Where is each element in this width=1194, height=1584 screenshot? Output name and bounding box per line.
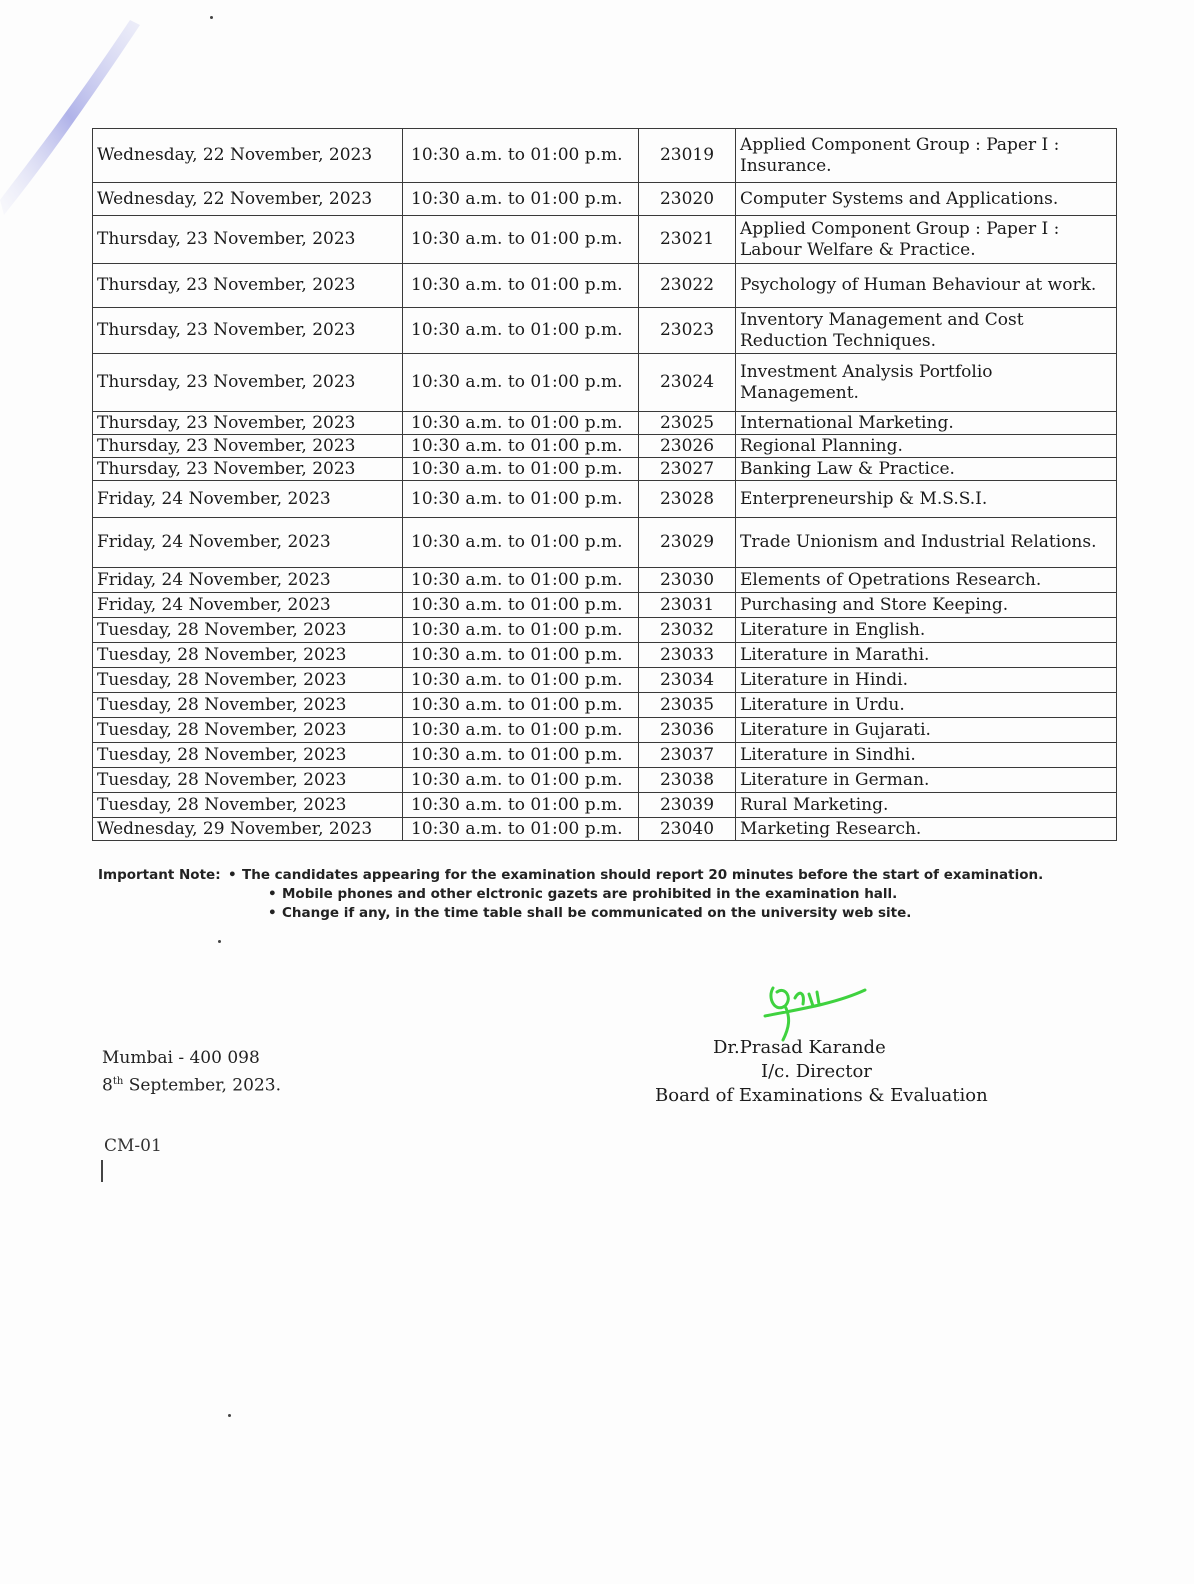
signatory-office: Board of Examinations & Evaluation xyxy=(655,1085,988,1106)
subject-name-cell: Literature in Marathi. xyxy=(736,643,1117,668)
signatory-name: Dr.Prasad Karande xyxy=(713,1037,886,1058)
exam-date-cell: Tuesday, 28 November, 2023 xyxy=(93,618,403,643)
note-item: The candidates appearing for the examination should report 20 minutes before the start of examination. xyxy=(242,867,1044,883)
table-row xyxy=(93,768,1117,793)
notes-label: Important Note: xyxy=(98,867,221,883)
table-row xyxy=(93,618,1117,643)
exam-time-cell: 10:30 a.m. to 01:00 p.m. xyxy=(403,643,639,668)
subject-code-cell: 23037 xyxy=(639,743,736,768)
exam-timetable xyxy=(92,128,1117,841)
subject-name-cell: International Marketing. xyxy=(736,412,1117,435)
exam-date-cell: Tuesday, 28 November, 2023 xyxy=(93,693,403,718)
subject-name-cell: Literature in Urdu. xyxy=(736,693,1117,718)
subject-code-cell: 23026 xyxy=(639,435,736,458)
bullet-icon: • xyxy=(268,905,277,921)
table-row xyxy=(93,643,1117,668)
table-row xyxy=(93,518,1117,568)
table-row xyxy=(93,693,1117,718)
subject-name-cell: Regional Planning. xyxy=(736,435,1117,458)
subject-name-cell: Inventory Management and Cost Reduction Techniques. xyxy=(736,308,1117,354)
place-text: Mumbai - 400 098 xyxy=(102,1048,260,1068)
exam-time-cell: 10:30 a.m. to 01:00 p.m. xyxy=(403,481,639,518)
exam-date-cell: Tuesday, 28 November, 2023 xyxy=(93,718,403,743)
exam-date-cell: Wednesday, 22 November, 2023 xyxy=(93,183,403,216)
subject-code-cell: 23022 xyxy=(639,264,736,308)
exam-time-cell: 10:30 a.m. to 01:00 p.m. xyxy=(403,129,639,183)
table-row xyxy=(93,308,1117,354)
exam-date-cell: Thursday, 23 November, 2023 xyxy=(93,435,403,458)
exam-time-cell: 10:30 a.m. to 01:00 p.m. xyxy=(403,593,639,618)
table-row xyxy=(93,481,1117,518)
signatory-block xyxy=(655,1036,995,1108)
subject-code-cell: 23020 xyxy=(639,183,736,216)
exam-time-cell: 10:30 a.m. to 01:00 p.m. xyxy=(403,412,639,435)
exam-date-cell: Thursday, 23 November, 2023 xyxy=(93,308,403,354)
bullet-icon: • xyxy=(228,867,237,883)
table-row xyxy=(93,412,1117,435)
document-code: CM-01 xyxy=(104,1136,162,1156)
subject-code-cell: 23027 xyxy=(639,458,736,481)
subject-name-cell: Purchasing and Store Keeping. xyxy=(736,593,1117,618)
subject-name-cell: Enterpreneurship & M.S.S.I. xyxy=(736,481,1117,518)
subject-code-cell: 23025 xyxy=(639,412,736,435)
exam-date-cell: Tuesday, 28 November, 2023 xyxy=(93,793,403,818)
exam-date-cell: Wednesday, 29 November, 2023 xyxy=(93,818,403,841)
table-row xyxy=(93,458,1117,481)
exam-time-cell: 10:30 a.m. to 01:00 p.m. xyxy=(403,354,639,412)
subject-code-cell: 23024 xyxy=(639,354,736,412)
subject-code-cell: 23039 xyxy=(639,793,736,818)
exam-time-cell: 10:30 a.m. to 01:00 p.m. xyxy=(403,693,639,718)
exam-time-cell: 10:30 a.m. to 01:00 p.m. xyxy=(403,568,639,593)
note-item: Change if any, in the time table shall be communicated on the university web site. xyxy=(282,905,912,921)
table-row xyxy=(93,718,1117,743)
exam-time-cell: 10:30 a.m. to 01:00 p.m. xyxy=(403,518,639,568)
table-row xyxy=(93,568,1117,593)
subject-code-cell: 23040 xyxy=(639,818,736,841)
exam-time-cell: 10:30 a.m. to 01:00 p.m. xyxy=(403,618,639,643)
subject-name-cell: Literature in English. xyxy=(736,618,1117,643)
subject-name-cell: Applied Component Group : Paper I : Insurance. xyxy=(736,129,1117,183)
exam-date-cell: Tuesday, 28 November, 2023 xyxy=(93,643,403,668)
exam-time-cell: 10:30 a.m. to 01:00 p.m. xyxy=(403,435,639,458)
exam-time-cell: 10:30 a.m. to 01:00 p.m. xyxy=(403,216,639,264)
exam-date-cell: Tuesday, 28 November, 2023 xyxy=(93,768,403,793)
subject-code-cell: 23021 xyxy=(639,216,736,264)
exam-date-cell: Thursday, 23 November, 2023 xyxy=(93,412,403,435)
subject-name-cell: Marketing Research. xyxy=(736,818,1117,841)
note-item: Mobile phones and other elctronic gazets are prohibited in the examination hall. xyxy=(282,886,898,902)
subject-name-cell: Literature in Hindi. xyxy=(736,668,1117,693)
table-row xyxy=(93,435,1117,458)
subject-name-cell: Literature in Gujarati. xyxy=(736,718,1117,743)
subject-code-cell: 23033 xyxy=(639,643,736,668)
subject-name-cell: Literature in German. xyxy=(736,768,1117,793)
exam-date-cell: Friday, 24 November, 2023 xyxy=(93,481,403,518)
exam-time-cell: 10:30 a.m. to 01:00 p.m. xyxy=(403,818,639,841)
table-row xyxy=(93,668,1117,693)
exam-date-cell: Thursday, 23 November, 2023 xyxy=(93,216,403,264)
bullet-icon: • xyxy=(268,886,277,902)
exam-date-cell: Friday, 24 November, 2023 xyxy=(93,518,403,568)
table-row xyxy=(93,264,1117,308)
exam-date-cell: Tuesday, 28 November, 2023 xyxy=(93,743,403,768)
subject-name-cell: Literature in Sindhi. xyxy=(736,743,1117,768)
subject-code-cell: 23028 xyxy=(639,481,736,518)
subject-code-cell: 23029 xyxy=(639,518,736,568)
exam-time-cell: 10:30 a.m. to 01:00 p.m. xyxy=(403,458,639,481)
subject-code-cell: 23036 xyxy=(639,718,736,743)
exam-date-cell: Friday, 24 November, 2023 xyxy=(93,593,403,618)
table-row xyxy=(93,354,1117,412)
exam-time-cell: 10:30 a.m. to 01:00 p.m. xyxy=(403,718,639,743)
subject-name-cell: Applied Component Group : Paper I : Labour Welfare & Practice. xyxy=(736,216,1117,264)
exam-time-cell: 10:30 a.m. to 01:00 p.m. xyxy=(403,264,639,308)
exam-date-cell: Thursday, 23 November, 2023 xyxy=(93,458,403,481)
exam-date-cell: Tuesday, 28 November, 2023 xyxy=(93,668,403,693)
margin-mark xyxy=(101,1160,103,1182)
subject-name-cell: Investment Analysis Portfolio Management. xyxy=(736,354,1117,412)
scan-speck xyxy=(218,940,221,943)
subject-code-cell: 23035 xyxy=(639,693,736,718)
scan-speck xyxy=(228,1414,231,1417)
exam-date-cell: Thursday, 23 November, 2023 xyxy=(93,264,403,308)
subject-code-cell: 23031 xyxy=(639,593,736,618)
table-row xyxy=(93,216,1117,264)
place-and-date xyxy=(102,1046,281,1098)
exam-time-cell: 10:30 a.m. to 01:00 p.m. xyxy=(403,793,639,818)
table-row xyxy=(93,183,1117,216)
table-row xyxy=(93,129,1117,183)
exam-time-cell: 10:30 a.m. to 01:00 p.m. xyxy=(403,668,639,693)
exam-date-cell: Thursday, 23 November, 2023 xyxy=(93,354,403,412)
scan-speck xyxy=(210,16,213,19)
important-notes xyxy=(98,866,1058,923)
table-row xyxy=(93,743,1117,768)
subject-code-cell: 23034 xyxy=(639,668,736,693)
subject-code-cell: 23019 xyxy=(639,129,736,183)
table-row xyxy=(93,593,1117,618)
subject-name-cell: Banking Law & Practice. xyxy=(736,458,1117,481)
table-row xyxy=(93,793,1117,818)
subject-name-cell: Elements of Opetrations Research. xyxy=(736,568,1117,593)
subject-code-cell: 23038 xyxy=(639,768,736,793)
subject-code-cell: 23032 xyxy=(639,618,736,643)
subject-code-cell: 23030 xyxy=(639,568,736,593)
signatory-title: I/c. Director xyxy=(761,1061,872,1082)
exam-time-cell: 10:30 a.m. to 01:00 p.m. xyxy=(403,183,639,216)
subject-name-cell: Trade Unionism and Industrial Relations. xyxy=(736,518,1117,568)
subject-name-cell: Computer Systems and Applications. xyxy=(736,183,1117,216)
exam-time-cell: 10:30 a.m. to 01:00 p.m. xyxy=(403,768,639,793)
exam-time-cell: 10:30 a.m. to 01:00 p.m. xyxy=(403,308,639,354)
exam-time-cell: 10:30 a.m. to 01:00 p.m. xyxy=(403,743,639,768)
subject-name-cell: Rural Marketing. xyxy=(736,793,1117,818)
subject-code-cell: 23023 xyxy=(639,308,736,354)
exam-date-cell: Wednesday, 22 November, 2023 xyxy=(93,129,403,183)
subject-name-cell: Psychology of Human Behaviour at work. xyxy=(736,264,1117,308)
table-row xyxy=(93,818,1117,841)
exam-date-cell: Friday, 24 November, 2023 xyxy=(93,568,403,593)
date-text: 8th September, 2023. xyxy=(102,1075,281,1096)
